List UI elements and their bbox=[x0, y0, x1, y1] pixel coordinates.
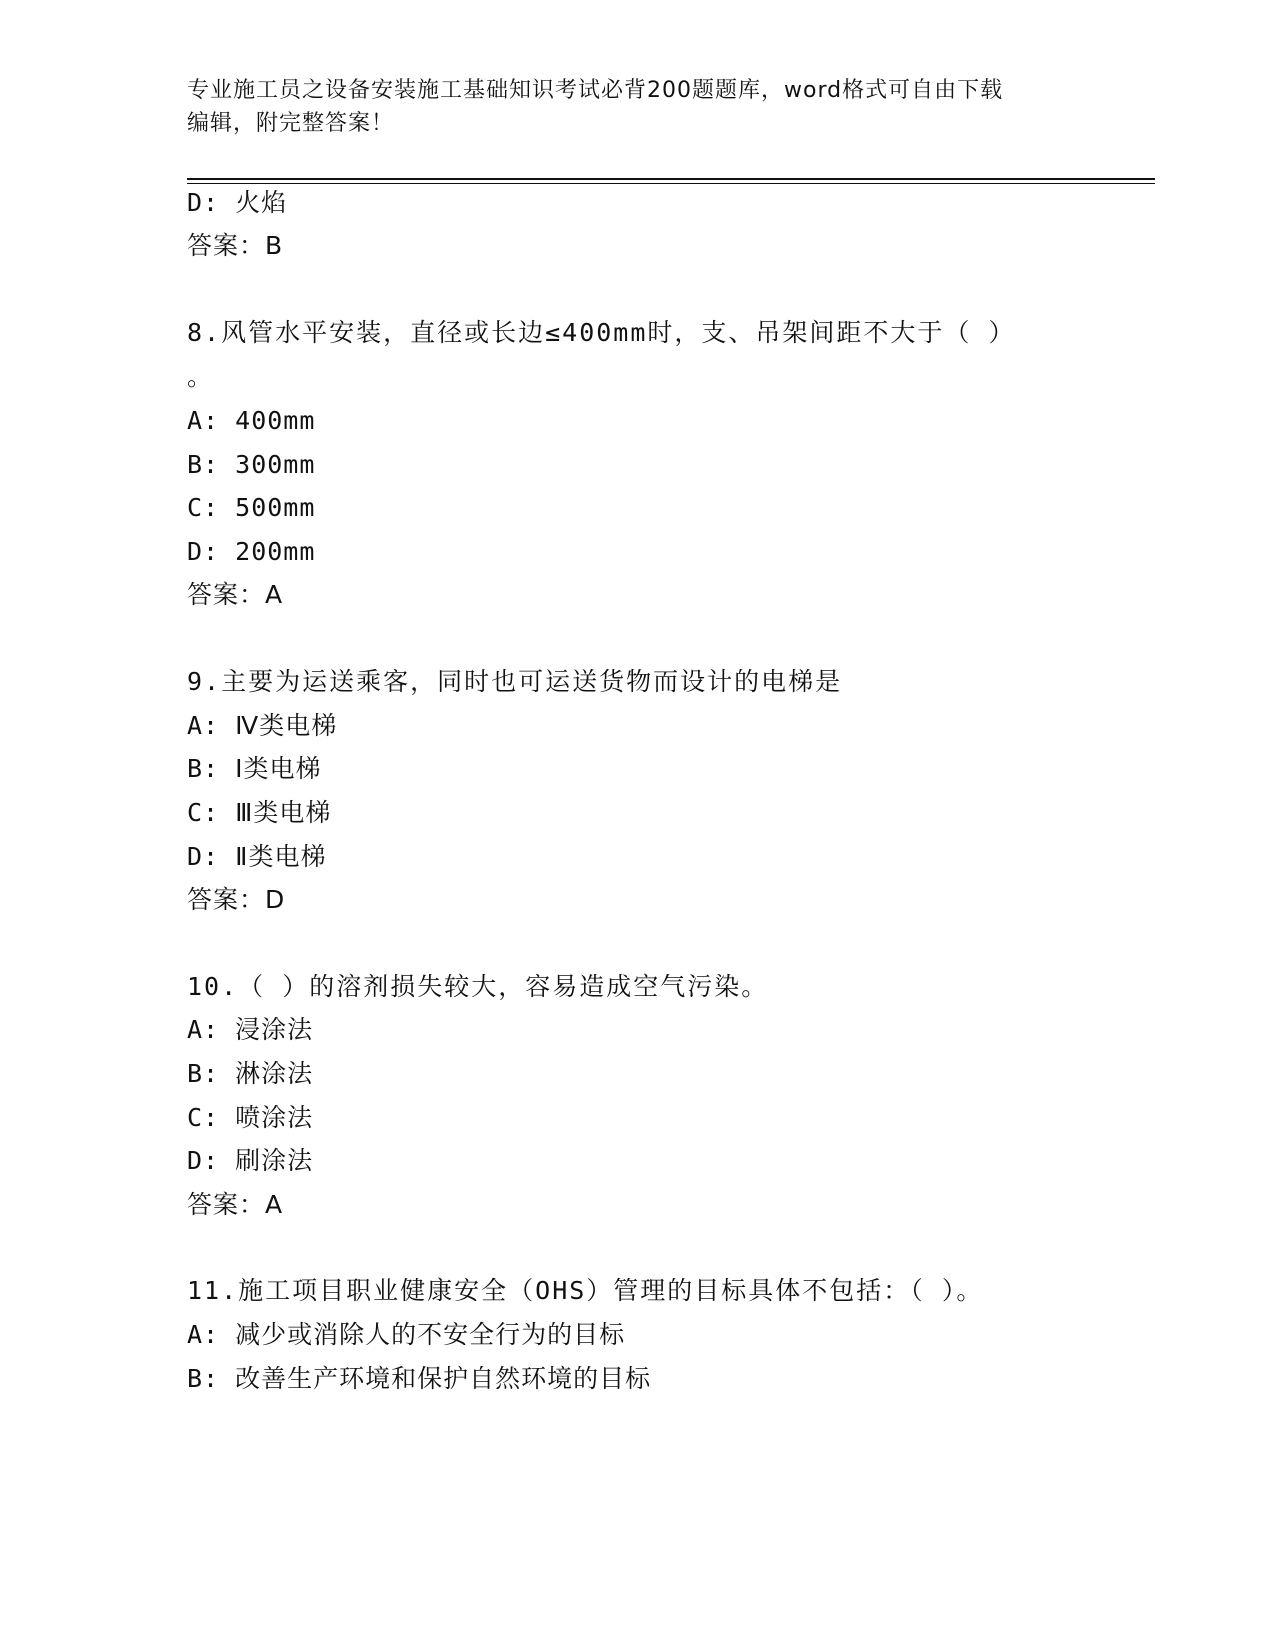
question-8-stem: 8.风管水平安装，直径或长边≤400mm时，支、吊架间距不大于（ ） bbox=[187, 318, 1016, 347]
question-9-option-d: D: Ⅱ类电梯 bbox=[187, 842, 327, 871]
question-9-option-c: C: Ⅲ类电梯 bbox=[187, 798, 332, 827]
option-d: D: 火焰 bbox=[187, 188, 288, 217]
question-9-stem: 9.主要为运送乘客，同时也可运送货物而设计的电梯是 bbox=[187, 667, 843, 696]
header-title-line-2: 编辑，附完整答案！ bbox=[187, 111, 395, 136]
header-title-line-1: 专业施工员之设备安装施工基础知识考试必背200题题库，word格式可自由下载 bbox=[187, 78, 1004, 103]
question-8-stem-continuation: 。 bbox=[187, 362, 214, 391]
question-9-option-a: A: Ⅳ类电梯 bbox=[187, 711, 338, 740]
question-8-option-d: D: 200mm bbox=[187, 537, 316, 566]
question-11-option-a: A: 减少或消除人的不安全行为的目标 bbox=[187, 1320, 626, 1349]
question-11-option-b: B: 改善生产环境和保护自然环境的目标 bbox=[187, 1364, 652, 1393]
question-10-option-d: D: 刷涂法 bbox=[187, 1146, 314, 1175]
header-divider-thick bbox=[187, 178, 1155, 180]
question-8-option-b: B: 300mm bbox=[187, 450, 316, 479]
question-8-option-c: C: 500mm bbox=[187, 493, 316, 522]
question-10-answer: 答案：A bbox=[187, 1190, 284, 1219]
question-8-answer: 答案：A bbox=[187, 580, 284, 609]
answer-line: 答案：B bbox=[187, 231, 284, 260]
question-10-stem: 10.（ ）的溶剂损失较大，容易造成空气污染。 bbox=[187, 972, 769, 1001]
question-11-stem: 11.施工项目职业健康安全（OHS）管理的目标具体不包括：（ ）。 bbox=[187, 1276, 984, 1305]
document-header bbox=[187, 74, 1067, 140]
question-9-answer: 答案：D bbox=[187, 885, 286, 914]
header-divider-thin bbox=[187, 183, 1155, 184]
question-9-option-b: B: Ⅰ类电梯 bbox=[187, 754, 322, 783]
question-10-option-c: C: 喷涂法 bbox=[187, 1103, 314, 1132]
question-10-option-a: A: 浸涂法 bbox=[187, 1015, 314, 1044]
question-10-option-b: B: 淋涂法 bbox=[187, 1059, 314, 1088]
question-8-option-a: A: 400mm bbox=[187, 406, 316, 435]
